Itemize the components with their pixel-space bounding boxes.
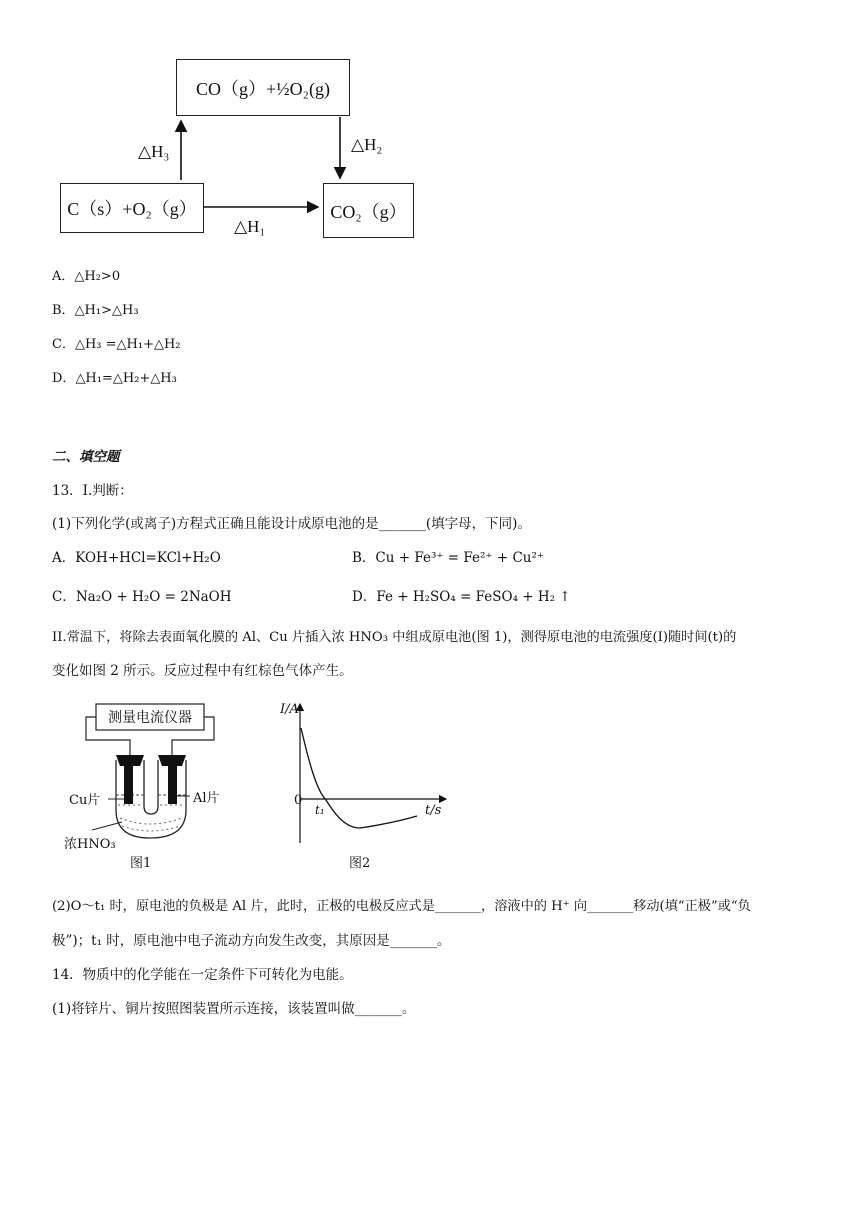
cu-electrode-label: Cu片 [69, 793, 101, 808]
q13-part3-line2: 极”)；t₁ 时，原电池中电子流动方向发生改变，其原因是_______。 [52, 933, 451, 949]
current-time-plot [270, 698, 460, 848]
q12-option-b: B．△H₁>△H₃ [52, 303, 139, 318]
label-dh1: △H₁ [234, 217, 266, 236]
q13-part1: (1)下列化学(或离子)方程式正确且能设计成原电池的是_______(填字母，下同)。 [52, 516, 531, 532]
q13-option-d: D．Fe + H₂SO₄ = FeSO₄ + H₂ ↑ [352, 589, 571, 605]
origin-label: 0 [294, 793, 303, 808]
q14-stem: 14．物质中的化学能在一定条件下可转化为电能。 [52, 967, 353, 983]
q13-option-a: A．KOH+HCl=KCl+H₂O [52, 550, 221, 566]
t1-label: t₁ [315, 803, 325, 817]
section-title: 二、填空题 [52, 449, 120, 465]
figure-2-caption: 图2 [349, 856, 371, 871]
q13-part3-line1: (2)O～t₁ 时，原电池的负极是 Al 片，此时，正极的电极反应式是_______，溶液中的 H⁺ 向_______移动(填“正极”或“负 [52, 899, 751, 914]
q13-stem: 13．I.判断： [52, 483, 133, 499]
q13-option-c: C．Na₂O + H₂O = 2NaOH [52, 589, 232, 605]
box-co2: CO₂（g） [323, 183, 414, 238]
box-c-o2: C（s）+O₂（g） [60, 183, 204, 233]
q13-part2-line2: 变化如图 2 所示。反应过程中有红棕色气体产生。 [52, 663, 353, 679]
figure-1-caption: 图1 [130, 856, 152, 871]
q13-option-b: B．Cu + Fe³⁺ = Fe²⁺ + Cu²⁺ [352, 550, 545, 566]
q13-part2-line1: II.常温下，将除去表面氧化膜的 Al、Cu 片插入浓 HNO₃ 中组成原电池(图 1)，测得原电池的电流强度(I)随时间(t)的 [52, 630, 737, 645]
label-dh2: △H₂ [351, 135, 383, 154]
q12-option-a: A．△H₂>0 [52, 269, 121, 284]
diagram-arrows [0, 0, 460, 260]
q12-option-c: C．△H₃ =△H₁+△H₂ [52, 337, 181, 352]
acid-label: 浓HNO₃ [64, 837, 116, 852]
al-electrode-label: Al片 [193, 791, 220, 806]
meter-label: 测量电流仪器 [108, 710, 192, 726]
y-axis-label: I/A [280, 702, 299, 717]
q12-option-d: D．△H₁=△H₂+△H₃ [52, 371, 177, 386]
x-axis-label: t/s [425, 803, 442, 818]
box-co-half-o2: CO（g）+½O₂(g) [176, 59, 350, 116]
q14-part1: (1)将锌片、铜片按照图装置所示连接，该装置叫做_______。 [52, 1001, 416, 1017]
label-dh3: △H₃ [138, 142, 170, 161]
